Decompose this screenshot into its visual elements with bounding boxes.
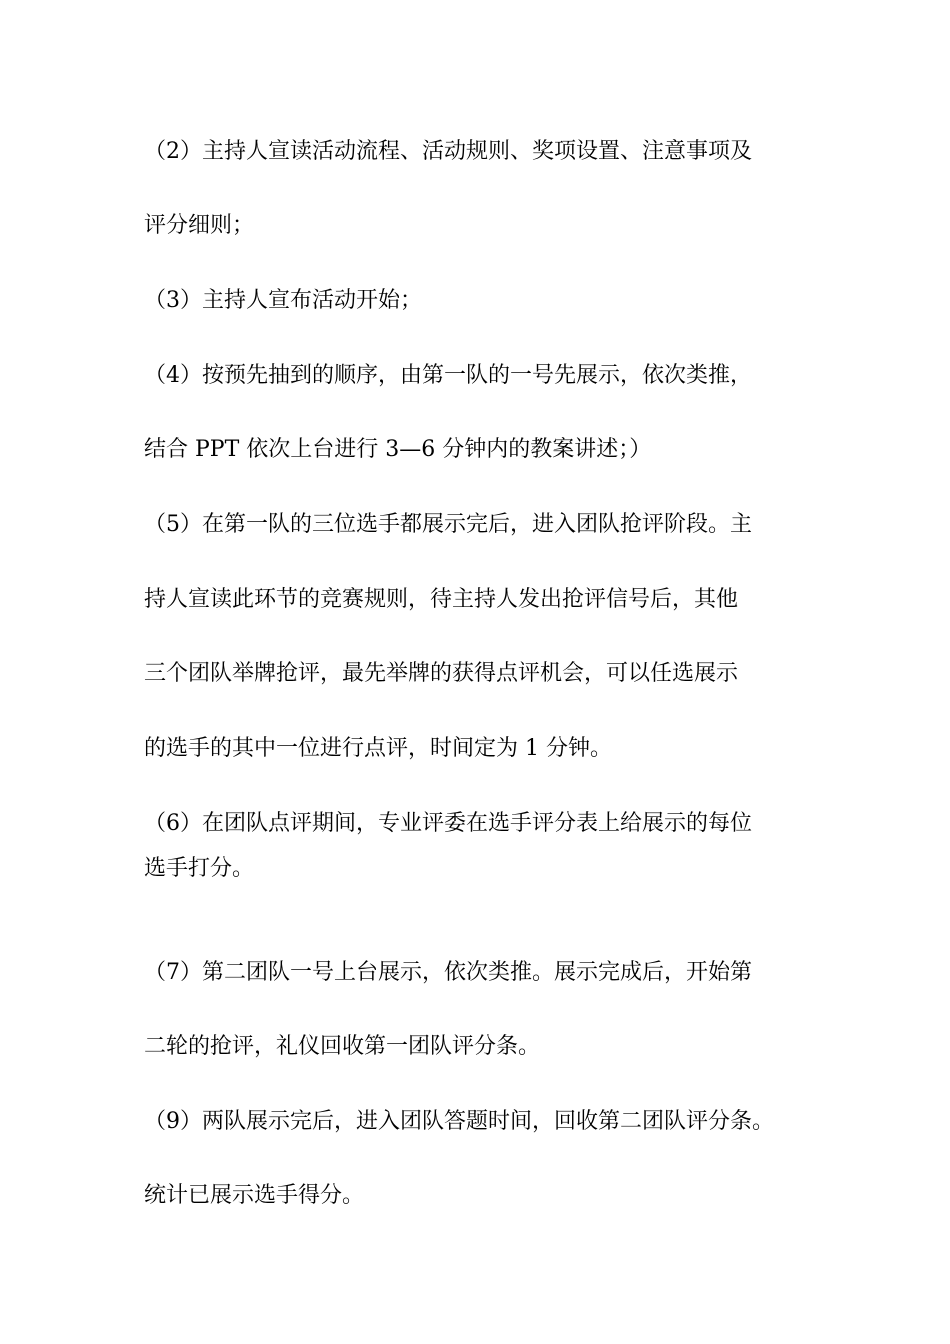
paragraph-line: 选手打分。 (144, 856, 255, 881)
paragraph-line: 结合 PPT 依次上台进行 3—6 分钟内的教案讲述；） (144, 437, 652, 462)
paragraph-line: （9）两队展示完后，进入团队答题时间，回收第二团队评分条。 (144, 1109, 774, 1134)
paragraph-line: 评分细则； (144, 213, 255, 238)
paragraph-line: （4）按预先抽到的顺序，由第一队的一号先展示，依次类推， (144, 363, 752, 388)
paragraph-line: 二轮的抢评，礼仪回收第一团队评分条。 (144, 1034, 541, 1059)
paragraph-line: （5）在第一队的三位选手都展示完后，进入团队抢评阶段。主 (144, 512, 752, 537)
paragraph-line: 的选手的其中一位进行点评，时间定为 1 分钟。 (144, 736, 612, 761)
paragraph-line: 三个团队举牌抢评，最先举牌的获得点评机会，可以任选展示 (144, 661, 739, 686)
paragraph-line: （2）主持人宣读活动流程、活动规则、奖项设置、注意事项及 (144, 139, 752, 164)
paragraph-line: 统计已展示选手得分。 (144, 1183, 365, 1208)
paragraph-line: （6）在团队点评期间，专业评委在选手评分表上给展示的每位 (144, 811, 752, 836)
paragraph-line: 持人宣读此环节的竞赛规则，待主持人发出抢评信号后，其他 (144, 587, 739, 612)
paragraph-line: （3）主持人宣布活动开始； (144, 288, 422, 313)
paragraph-line: （7）第二团队一号上台展示，依次类推。展示完成后，开始第 (144, 960, 752, 985)
